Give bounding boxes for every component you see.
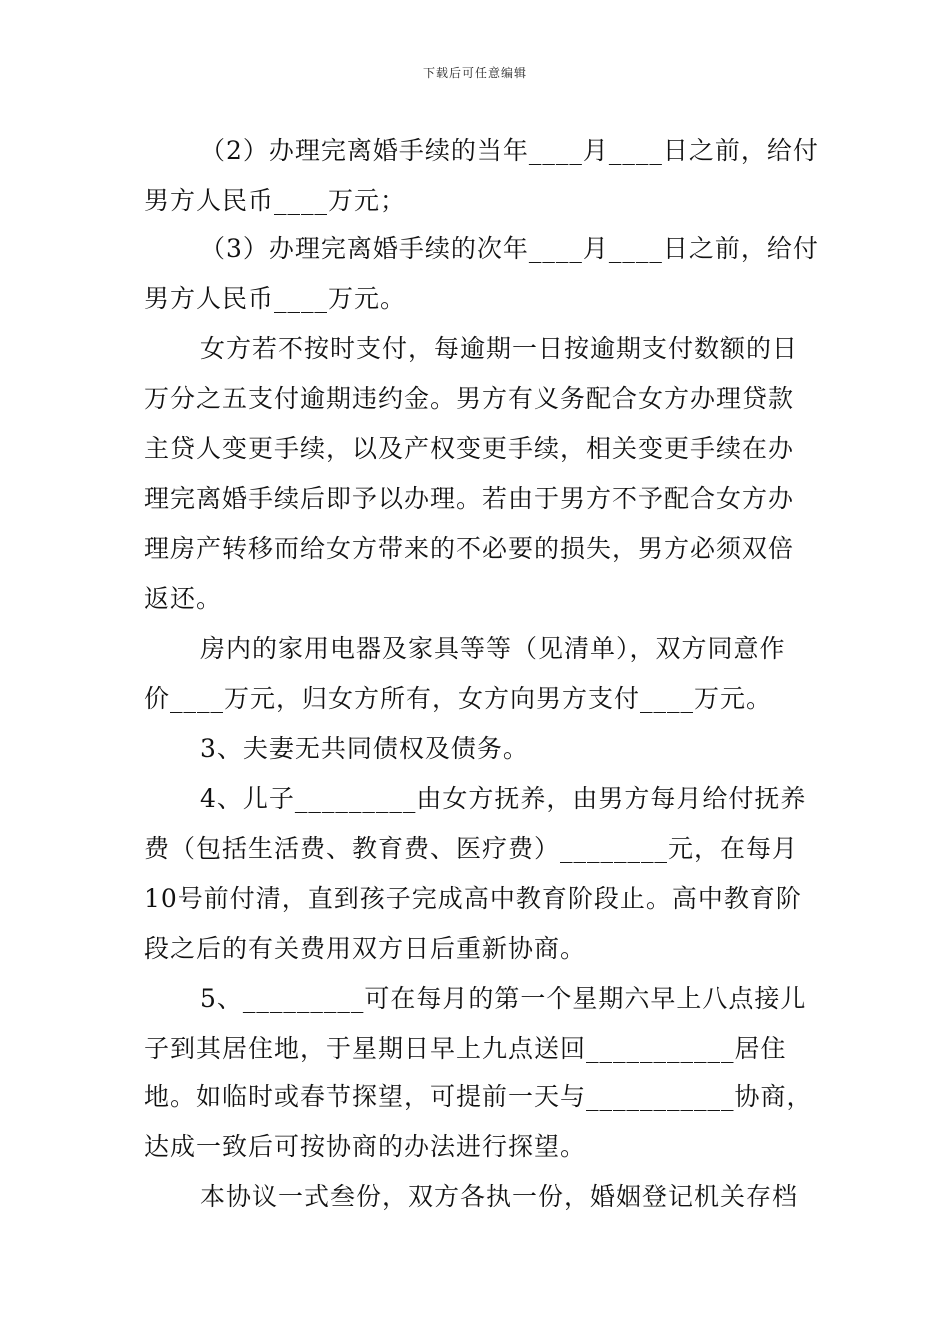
paragraph-line: 地。如临时或春节探望，可提前一天与___________协商， bbox=[144, 1082, 813, 1111]
paragraph-line: 房内的家用电器及家具等等（见清单），双方同意作 bbox=[200, 634, 786, 663]
paragraph-line: 返还。 bbox=[144, 584, 223, 613]
paragraph-line: 主贷人变更手续，以及产权变更手续，相关变更手续在办 bbox=[144, 434, 795, 463]
paragraph-line: 10号前付清，直到孩子完成高中教育阶段止。高中教育阶 bbox=[144, 884, 802, 913]
paragraph-line: 5、_________可在每月的第一个星期六早上八点接儿 bbox=[200, 984, 807, 1013]
paragraph-line: 4、儿子_________由女方抚养，由男方每月给付抚养 bbox=[200, 784, 807, 813]
paragraph-line: 子到其居住地，于星期日早上九点送回___________居住 bbox=[144, 1034, 787, 1063]
paragraph-line: 万分之五支付逾期违约金。男方有义务配合女方办理贷款 bbox=[144, 384, 795, 413]
paragraph-line: （2）办理完离婚手续的当年____月____日之前，给付 bbox=[200, 136, 819, 165]
paragraph-line: 本协议一式叁份，双方各执一份，婚姻登记机关存档 bbox=[200, 1182, 799, 1211]
paragraph-line: 达成一致后可按协商的办法进行探望。 bbox=[144, 1132, 587, 1161]
paragraph-line: 女方若不按时支付，每逾期一日按逾期支付数额的日 bbox=[200, 334, 799, 363]
paragraph-line: （3）办理完离婚手续的次年____月____日之前，给付 bbox=[200, 234, 819, 263]
paragraph-line: 男方人民币____万元。 bbox=[144, 284, 407, 313]
paragraph-line: 理房产转移而给女方带来的不必要的损失，男方必须双倍 bbox=[144, 534, 795, 563]
paragraph-line: 理完离婚手续后即予以办理。若由于男方不予配合女方办 bbox=[144, 484, 795, 513]
paragraph-line: 段之后的有关费用双方日后重新协商。 bbox=[144, 934, 587, 963]
paragraph-line: 男方人民币____万元； bbox=[144, 186, 407, 215]
paragraph-line: 价____万元，归女方所有，女方向男方支付____万元。 bbox=[144, 684, 773, 713]
paragraph-line: 3、夫妻无共同债权及债务。 bbox=[200, 734, 529, 763]
page-header: 下载后可任意编辑 bbox=[422, 66, 527, 80]
paragraph-line: 费（包括生活费、教育费、医疗费）________元，在每月 bbox=[144, 834, 799, 863]
